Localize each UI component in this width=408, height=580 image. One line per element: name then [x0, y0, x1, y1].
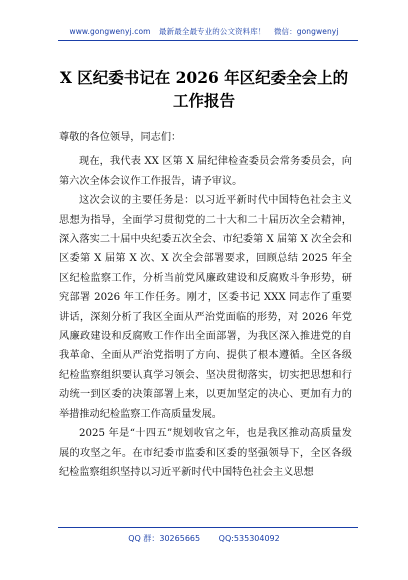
paragraph-1: 现在，我代表 XX 区第 X 届纪律检查委员会常务委员会，向第六次全体会议作工作报告，请予审议。: [59, 156, 352, 187]
header-divider: [58, 40, 358, 41]
footer-qq-group: QQ 群：30265665: [128, 534, 201, 543]
paragraph-3: 2025 年是“十四五”规划收官之年，也是我区推动高质量发展的攻坚之年。在市纪委市监委和区委的坚强领导下，全区各级纪检监察组织坚持以习近平新时代中国特色社会主义思想: [59, 428, 352, 478]
title-line-2: 工作报告: [172, 91, 235, 110]
header-wechat: 微信：gongwenyj: [273, 27, 339, 36]
page-header: [0, 26, 408, 37]
document-title: [0, 66, 408, 112]
title-line-1: X 区纪委书记在 2026 年区纪委全会上的: [59, 68, 349, 87]
footer-divider: [58, 527, 358, 528]
header-website[interactable]: www.gongwenyj.com: [69, 27, 151, 36]
document-body: [59, 128, 352, 482]
greeting: 尊敬的各位领导，同志们：: [59, 132, 182, 143]
paragraph-2: 这次会议的主要任务是：以习近平新时代中国特色社会主义思想为指导，全面学习贯彻党的二十大和二十届历次全会精神，深入落实二十届中央纪委五次全会、市纪委第 X 届第 X 次全会和区委第 X 届第 X 次、X 次全会部署要求，回顾总结 2025 年全区纪检监察工作，分析当前党风廉政建设和反腐败斗争形势，研究部署 2026 年工作任务。刚才，区委书记 XXX 同志作了重要讲话，深刻分析了我区全面从严治党面临的形势，对 2026 年党风廉政建设和反腐败工作作出全面部署，为我区深入推进党的自我革命、全面从严治党指明了方向、提供了根本遵循。全区各级纪检监察组织要认真学习领会、坚决贯彻落实，切实把思想和行动统一到区委的决策部署上来，以更加坚定的决心、更加有力的举措推动纪检监察工作高质量发展。: [59, 195, 352, 420]
footer-qq: QQ:535304092: [218, 534, 280, 543]
header-slogan: 最新最全最专业的公文资料库！: [159, 27, 266, 36]
page-footer: [0, 533, 408, 544]
